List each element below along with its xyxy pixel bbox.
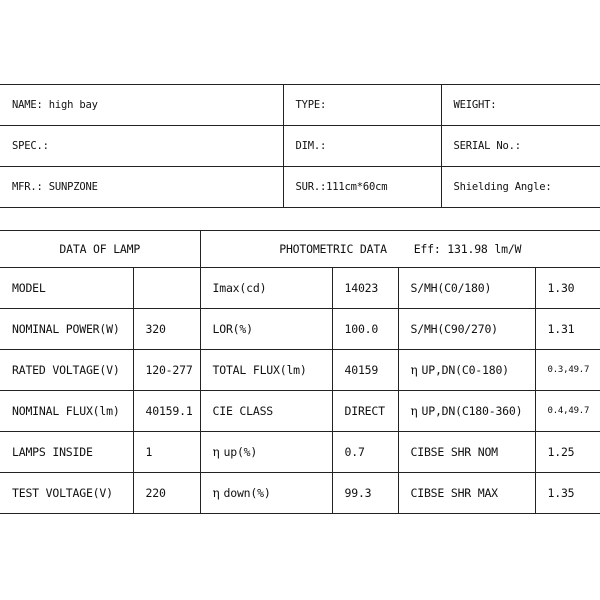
- row-value: 220: [133, 473, 200, 514]
- row-value: 0.4,49.7: [535, 391, 600, 432]
- row-value: DIRECT: [332, 391, 398, 432]
- type-field: TYPE:: [283, 85, 441, 126]
- table-header-row: [0, 231, 600, 268]
- row-value: 99.3: [332, 473, 398, 514]
- row-value: 40159.1: [133, 391, 200, 432]
- row-label: CIBSE SHR MAX: [398, 473, 535, 514]
- info-row-1: [0, 85, 600, 126]
- eta-symbol: η: [212, 445, 220, 459]
- row-label: CIBSE SHR NOM: [398, 432, 535, 473]
- table-row: [0, 268, 600, 309]
- lamp-info-table: [0, 84, 600, 208]
- spec-field: SPEC.:: [0, 126, 283, 167]
- row-value: 1.30: [535, 268, 600, 309]
- row-value: 1.31: [535, 309, 600, 350]
- row-label-text: UP,DN(C180-360): [421, 404, 523, 418]
- dim-field: DIM.:: [283, 126, 441, 167]
- photometric-data-header: PHOTOMETRIC DATA Eff: 131.98 lm/W: [200, 231, 600, 268]
- row-label: S/MH(C0/180): [398, 268, 535, 309]
- row-value: 0.3,49.7: [535, 350, 600, 391]
- row-label: S/MH(C90/270): [398, 309, 535, 350]
- row-value: 1: [133, 432, 200, 473]
- table-row: [0, 350, 600, 391]
- row-label: NOMINAL FLUX(lm): [0, 391, 133, 432]
- eta-symbol: η: [410, 404, 418, 418]
- serial-field: SERIAL No.:: [441, 126, 600, 167]
- row-label: Imax(cd): [200, 268, 332, 309]
- name-field: NAME: high bay: [0, 85, 283, 126]
- table-row: [0, 473, 600, 514]
- row-label: [200, 473, 332, 514]
- row-label-text: up(%): [223, 445, 258, 459]
- row-label: [398, 350, 535, 391]
- row-label: [200, 432, 332, 473]
- table-row: [0, 309, 600, 350]
- shielding-field: Shielding Angle:: [441, 167, 600, 208]
- row-value: 1.25: [535, 432, 600, 473]
- row-label: NOMINAL POWER(W): [0, 309, 133, 350]
- row-value: 320: [133, 309, 200, 350]
- row-value: 100.0: [332, 309, 398, 350]
- table-row: [0, 391, 600, 432]
- eta-symbol: η: [212, 486, 220, 500]
- row-label: LAMPS INSIDE: [0, 432, 133, 473]
- lamp-data-table: [0, 230, 600, 514]
- row-label: RATED VOLTAGE(V): [0, 350, 133, 391]
- row-label-text: UP,DN(C0-180): [421, 363, 509, 377]
- table-row: [0, 432, 600, 473]
- row-label: LOR(%): [200, 309, 332, 350]
- data-of-lamp-header: DATA OF LAMP: [0, 231, 200, 268]
- info-row-3: [0, 167, 600, 208]
- row-value: [133, 268, 200, 309]
- row-value: 14023: [332, 268, 398, 309]
- info-row-2: [0, 126, 600, 167]
- weight-field: WEIGHT:: [441, 85, 600, 126]
- row-value: 120-277: [133, 350, 200, 391]
- row-label: MODEL: [0, 268, 133, 309]
- row-label-text: down(%): [223, 486, 271, 500]
- row-value: 40159: [332, 350, 398, 391]
- row-value: 0.7: [332, 432, 398, 473]
- row-label: TEST VOLTAGE(V): [0, 473, 133, 514]
- row-label: TOTAL FLUX(lm): [200, 350, 332, 391]
- mfr-field: MFR.: SUNPZONE: [0, 167, 283, 208]
- eta-symbol: η: [410, 363, 418, 377]
- row-label: [398, 391, 535, 432]
- row-label: CIE CLASS: [200, 391, 332, 432]
- sur-field: SUR.:111cm*60cm: [283, 167, 441, 208]
- row-value: 1.35: [535, 473, 600, 514]
